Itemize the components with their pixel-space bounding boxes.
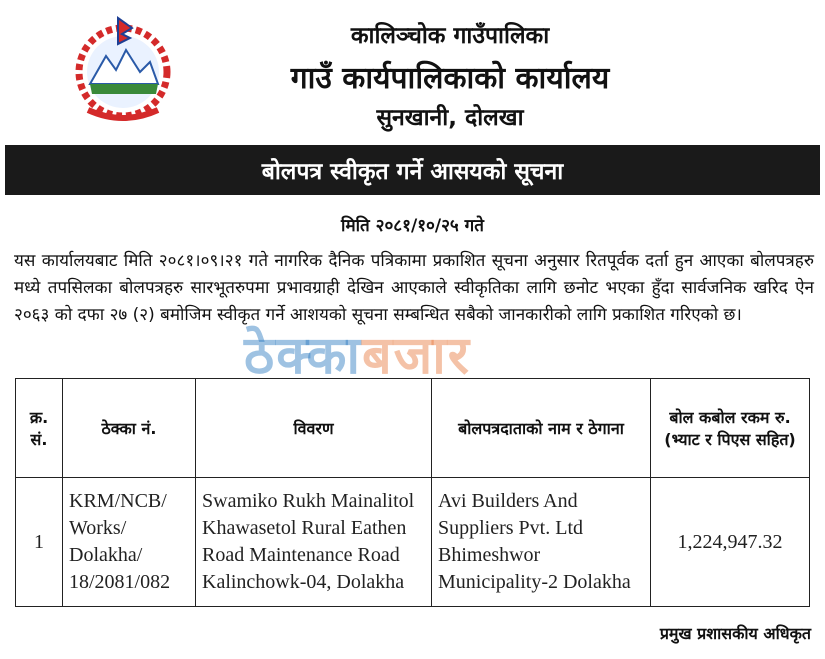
notice-date: मिति २०८१/१०/२५ गते xyxy=(341,216,484,236)
watermark-part1: ठेक्का xyxy=(244,326,362,386)
tender-table xyxy=(15,378,810,607)
notice-body: यस कार्यालयबाट मिति २०८१।०९।२१ गते नागरिक दैनिक पत्रिकामा प्रकाशित सूचना अनुसार रितपूर्वक दर्ता हुन आएका बोलपत्रहरु मध्ये तपसिलका बोलपत्रहरु सारभूतरुपमा प्रभावग्राही देखिन आएकाले स्वीकृतिका लागि छनोट भएका हुँदा सार्वजनिक खरिद ऐन २०६३ को दफा २७ (२) बमोजिम स्वीकृत गर्ने आशयको सूचना सम्बन्धित सबैको जानकारीको लागि प्रकाशित गरिएको छ। xyxy=(14,251,814,325)
signatory-title: प्रमुख प्रशासकीय अधिकृत xyxy=(659,624,811,643)
notice-title: बोलपत्र स्वीकृत गर्ने आसयको सूचना xyxy=(261,159,564,185)
office-title: गाउँ कार्यपालिकाको कार्यालय xyxy=(290,61,610,96)
table-header-row xyxy=(16,379,810,478)
nepal-emblem-icon xyxy=(68,14,178,124)
cell-bidder: Avi Builders And Suppliers Pvt. Ltd Bhimeshwor Municipality-2 Dolakha xyxy=(432,478,651,607)
header-contract-no: ठेक्का नं. xyxy=(63,379,196,478)
header-description: विवरण xyxy=(196,379,432,478)
cell-description: Swamiko Rukh Mainalitol Khawasetol Rural Eathen Road Maintenance Road Kalinchowk-04, Dolakha xyxy=(196,478,432,607)
table-row xyxy=(16,478,810,607)
watermark-part2: बजार xyxy=(361,326,471,386)
cell-contract-no: KRM/NCB/ Works/ Dolakha/ 18/2081/082 xyxy=(63,478,196,607)
municipality-name: कालिञ्चोक गाउँपालिका xyxy=(350,23,550,49)
header-bidder: बोलपत्रदाताको नाम र ठेगाना xyxy=(432,379,651,478)
header-amount: बोल कबोल रकम रु. (भ्याट र पिएस सहित) xyxy=(651,379,810,478)
notice-title-banner xyxy=(5,145,820,195)
office-address: सुनखानी, दोलखा xyxy=(376,105,524,131)
cell-amount: 1,224,947.32 xyxy=(651,478,810,607)
cell-sn: 1 xyxy=(16,478,63,607)
header-sn: क्र. सं. xyxy=(16,379,63,478)
